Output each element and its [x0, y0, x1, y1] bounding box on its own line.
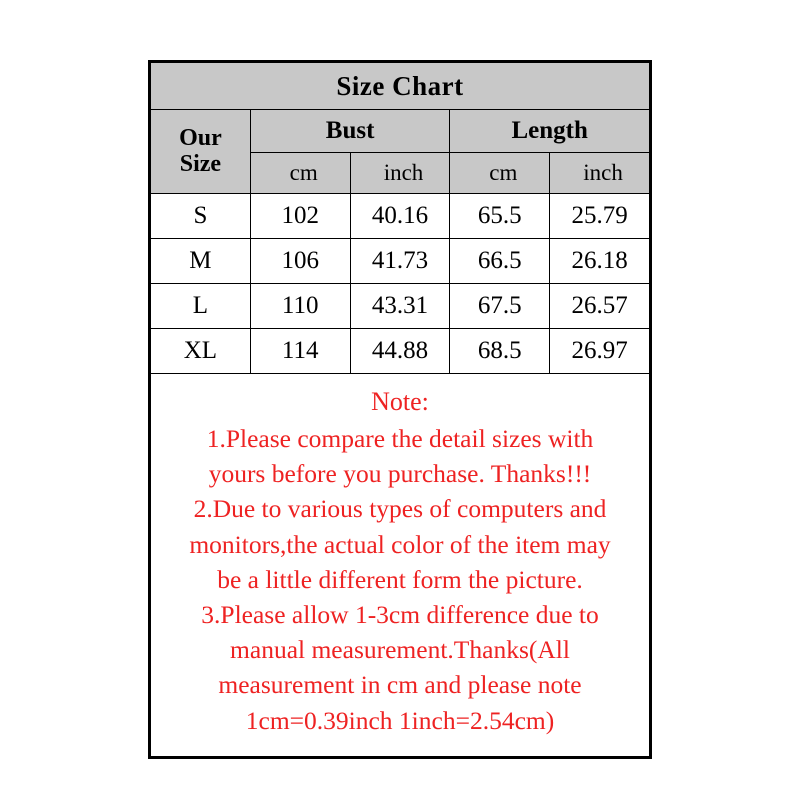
table-row: [151, 329, 650, 374]
note-line: be a little different form the picture.: [217, 564, 583, 594]
cell-size: M: [151, 239, 251, 284]
header-length-cm: cm: [450, 153, 550, 194]
note-paragraph-1: [161, 421, 639, 491]
cell-length-inch: 26.18: [550, 239, 650, 284]
cell-size: L: [151, 284, 251, 329]
note-line: manual measurement.Thanks(All: [230, 635, 570, 665]
cell-length-inch: 26.97: [550, 329, 650, 374]
cell-bust-cm: 114: [250, 329, 350, 374]
cell-length-cm: 65.5: [450, 194, 550, 239]
header-our-size-line2: Size: [179, 150, 222, 177]
note-line: 2.Due to various types of computers and: [193, 494, 607, 524]
header-length-inch: inch: [550, 153, 650, 194]
header-bust: Bust: [250, 110, 450, 153]
cell-length-inch: 25.79: [550, 194, 650, 239]
cell-length-cm: 66.5: [450, 239, 550, 284]
cell-bust-inch: 41.73: [350, 239, 450, 284]
note-block: [151, 374, 650, 757]
cell-bust-cm: 110: [250, 284, 350, 329]
note-line: measurement in cm and please note: [218, 670, 582, 700]
table-row: [151, 284, 650, 329]
size-chart-container: [148, 60, 652, 759]
table-header-group-row: [151, 110, 650, 153]
cell-size: S: [151, 194, 251, 239]
cell-bust-inch: 40.16: [350, 194, 450, 239]
cell-length-cm: 67.5: [450, 284, 550, 329]
note-line: 1.Please compare the detail sizes with: [206, 424, 594, 454]
note-line: 1cm=0.39inch 1inch=2.54cm): [245, 705, 555, 735]
note-row: [151, 374, 650, 757]
cell-bust-cm: 106: [250, 239, 350, 284]
cell-size: XL: [151, 329, 251, 374]
header-our-size: [151, 110, 251, 194]
table-title-row: [151, 63, 650, 110]
table-row: [151, 194, 650, 239]
cell-bust-inch: 43.31: [350, 284, 450, 329]
size-chart-table: [150, 62, 650, 757]
note-heading: Note:: [371, 387, 429, 416]
header-length: Length: [450, 110, 650, 153]
cell-bust-cm: 102: [250, 194, 350, 239]
note-line: monitors,the actual color of the item may: [189, 529, 611, 559]
table-row: [151, 239, 650, 284]
header-bust-cm: cm: [250, 153, 350, 194]
note-paragraph-3: [161, 597, 639, 738]
header-bust-inch: inch: [350, 153, 450, 194]
note-paragraph-2: [161, 491, 639, 597]
note-line: yours before you purchase. Thanks!!!: [208, 459, 592, 489]
cell-length-inch: 26.57: [550, 284, 650, 329]
header-our-size-line1: Our: [179, 124, 222, 151]
page-title: Size Chart: [151, 63, 650, 110]
cell-bust-inch: 44.88: [350, 329, 450, 374]
note-line: 3.Please allow 1-3cm difference due to: [201, 600, 599, 630]
cell-length-cm: 68.5: [450, 329, 550, 374]
